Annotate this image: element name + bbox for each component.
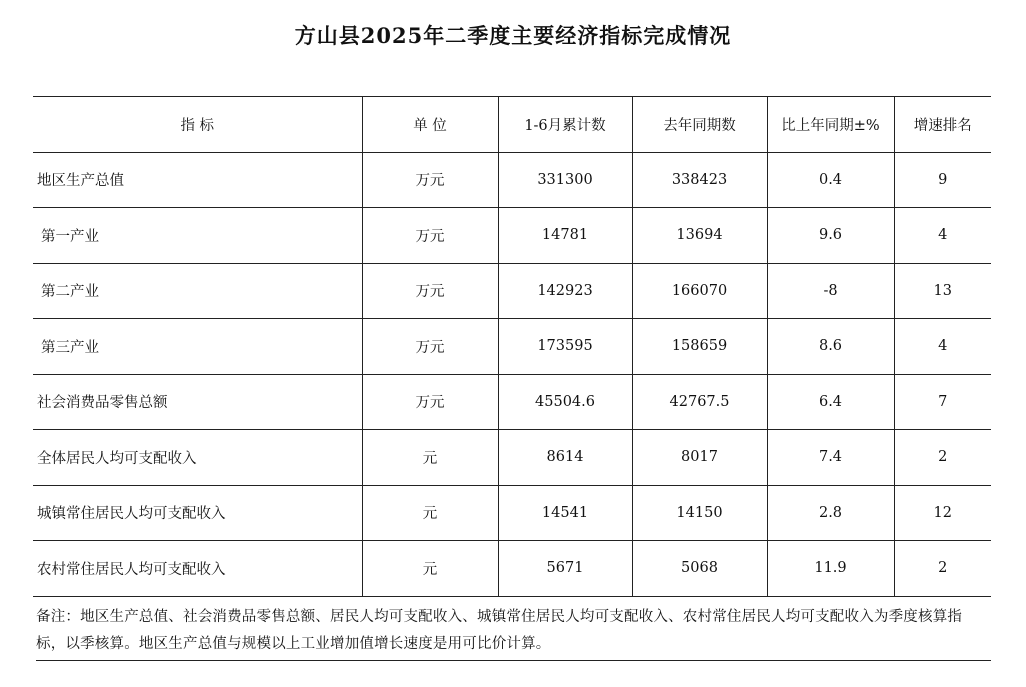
cell-rank: 7 xyxy=(894,374,991,430)
cell-last-year: 42767.5 xyxy=(632,374,767,430)
header-last-year: 去年同期数 xyxy=(632,97,767,153)
cell-rank: 12 xyxy=(894,485,991,541)
cell-change: -8 xyxy=(767,263,894,319)
footnote xyxy=(33,604,991,661)
cell-indicator: 第二产业 xyxy=(33,263,362,319)
cell-indicator: 城镇常住居民人均可支配收入 xyxy=(33,485,362,541)
cell-unit: 元 xyxy=(362,541,498,597)
header-rank: 增速排名 xyxy=(894,97,991,153)
cell-indicator: 第一产业 xyxy=(33,208,362,264)
table-row xyxy=(33,319,991,375)
cell-rank: 13 xyxy=(894,263,991,319)
cell-change: 6.4 xyxy=(767,374,894,430)
header-change: 比上年同期±% xyxy=(767,97,894,153)
header-unit: 单 位 xyxy=(362,97,498,153)
cell-unit: 元 xyxy=(362,485,498,541)
cell-cumulative: 14781 xyxy=(498,208,632,264)
cell-cumulative: 14541 xyxy=(498,485,632,541)
cell-unit: 万元 xyxy=(362,263,498,319)
cell-rank: 9 xyxy=(894,152,991,208)
cell-indicator: 社会消费品零售总额 xyxy=(33,374,362,430)
cell-unit: 万元 xyxy=(362,319,498,375)
cell-rank: 2 xyxy=(894,430,991,486)
table-row xyxy=(33,152,991,208)
cell-rank: 4 xyxy=(894,208,991,264)
cell-cumulative: 173595 xyxy=(498,319,632,375)
cell-cumulative: 5671 xyxy=(498,541,632,597)
cell-indicator: 第三产业 xyxy=(33,319,362,375)
cell-unit: 万元 xyxy=(362,208,498,264)
cell-last-year: 5068 xyxy=(632,541,767,597)
table-row xyxy=(33,485,991,541)
cell-last-year: 338423 xyxy=(632,152,767,208)
cell-last-year: 14150 xyxy=(632,485,767,541)
cell-unit: 万元 xyxy=(362,374,498,430)
cell-cumulative: 8614 xyxy=(498,430,632,486)
cell-rank: 2 xyxy=(894,541,991,597)
cell-last-year: 8017 xyxy=(632,430,767,486)
cell-cumulative: 142923 xyxy=(498,263,632,319)
cell-change: 8.6 xyxy=(767,319,894,375)
footnote-text: 备注：地区生产总值、社会消费品零售总额、居民人均可支配收入、城镇常住居民人均可支配收入、农村常住居民人均可支配收入为季度核算指标，以季核算。地区生产总值与规模以上工业增加值增长速度是用可比价计算。 xyxy=(36,604,991,661)
indicator-table xyxy=(33,96,991,597)
cell-cumulative: 331300 xyxy=(498,152,632,208)
cell-change: 0.4 xyxy=(767,152,894,208)
cell-change: 9.6 xyxy=(767,208,894,264)
table-row xyxy=(33,263,991,319)
cell-indicator: 全体居民人均可支配收入 xyxy=(33,430,362,486)
table-row xyxy=(33,430,991,486)
header-cumulative: 1-6月累计数 xyxy=(498,97,632,153)
cell-rank: 4 xyxy=(894,319,991,375)
cell-change: 11.9 xyxy=(767,541,894,597)
cell-unit: 元 xyxy=(362,430,498,486)
page-title: 方山县2025年二季度主要经济指标完成情况 xyxy=(294,23,732,48)
cell-unit: 万元 xyxy=(362,152,498,208)
table-row xyxy=(33,374,991,430)
cell-indicator: 地区生产总值 xyxy=(33,152,362,208)
table-row xyxy=(33,541,991,597)
cell-last-year: 158659 xyxy=(632,319,767,375)
cell-change: 2.8 xyxy=(767,485,894,541)
cell-indicator: 农村常住居民人均可支配收入 xyxy=(33,541,362,597)
cell-last-year: 13694 xyxy=(632,208,767,264)
cell-cumulative: 45504.6 xyxy=(498,374,632,430)
cell-change: 7.4 xyxy=(767,430,894,486)
cell-last-year: 166070 xyxy=(632,263,767,319)
table-row xyxy=(33,208,991,264)
table-header-row xyxy=(33,97,991,153)
header-indicator: 指 标 xyxy=(33,97,362,153)
